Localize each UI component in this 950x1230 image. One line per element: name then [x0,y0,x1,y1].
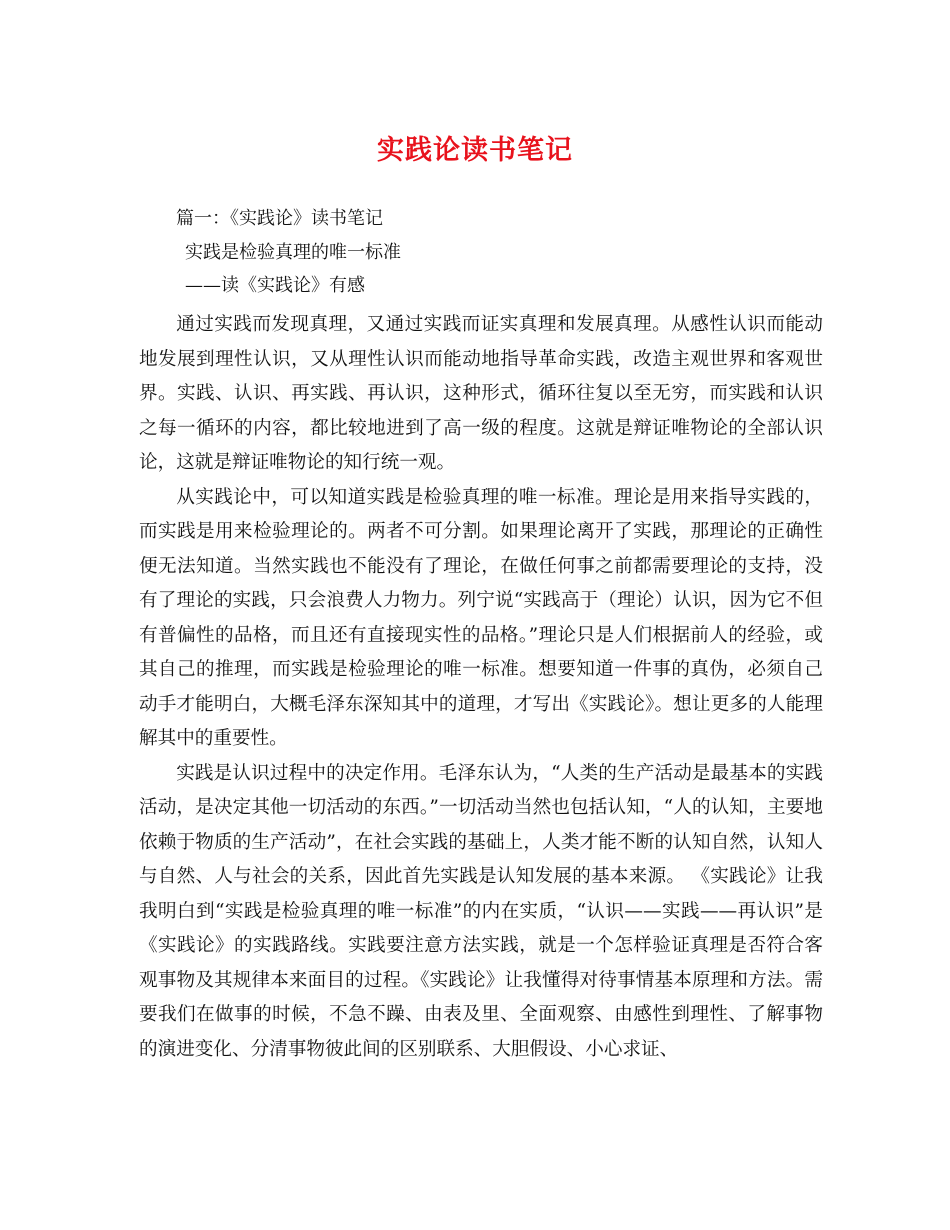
section-heading: 篇一：《实践论》读书笔记 [176,208,383,229]
article-body [139,308,823,1067]
body-paragraph: 实践是认识过程中的决定作用。毛泽东认为，“人类的生产活动是最基本的实践活动，是决定其他一切活动的东西。”一切活动当然也包括认知，“人的认知，主要地依赖于物质的生产活动”，在社会实践的基础上，人类才能不断的认知自然，认知人与自然、人与社会的关系，因此首先实践是认知发展的基本来源。 《实践论》让我我明白到“实践是检验真理的唯一标准”的内在实质，“认识——实践——再认识”是《实践论》的实践路线。实践要注意方法实践，就是一个怎样验证真理是否符合客观事物及其规律本来面目的过程。《实践论》让我懂得对待事情基本原理和方法。需要我们在做事的时候，不急不躁、由表及里、全面观察、由感性到理性、了解事物的演进变化、分清事物彼此间的区别联系、大胆假设、小心求证、 [139,762,823,1060]
document-title: 实践论读书笔记 [377,135,573,166]
body-paragraph: 通过实践而发现真理，又通过实践而证实真理和发展真理。从感性认识而能动地发展到理性认识，又从理性认识而能动地指导革命实践，改造主观世界和客观世界。实践、认识、再实践、再认识，这种形式，循环往复以至无穷，而实践和认识之每一循环的内容，都比较地进到了高一级的程度。这就是辩证唯物论的全部认识论，这就是辩证唯物论的知行统一观。 [139,314,823,473]
body-paragraph: 从实践论中，可以知道实践是检验真理的唯一标准。理论是用来指导实践的，而实践是用来检验理论的。两者不可分割。如果理论离开了实践，那理论的正确性便无法知道。当然实践也不能没有了理论，在做任何事之前都需要理论的支持，没有了理论的实践，只会浪费人力物力。列宁说“实践高于（理论）认识，因为它不但有普偏性的品格，而且还有直接现实性的品格。”理论只是人们根据前人的经验，或其自己的推理，而实践是检验理论的唯一标准。想要知道一件事的真伪，必须自己动手才能明白，大概毛泽东深知其中的道理，才写出《实践论》。想让更多的人能理解其中的重要性。 [139,486,823,749]
article-subtitle: 实践是检验真理的唯一标准 [185,242,401,263]
article-byline: ——读《实践论》有感 [185,275,365,296]
